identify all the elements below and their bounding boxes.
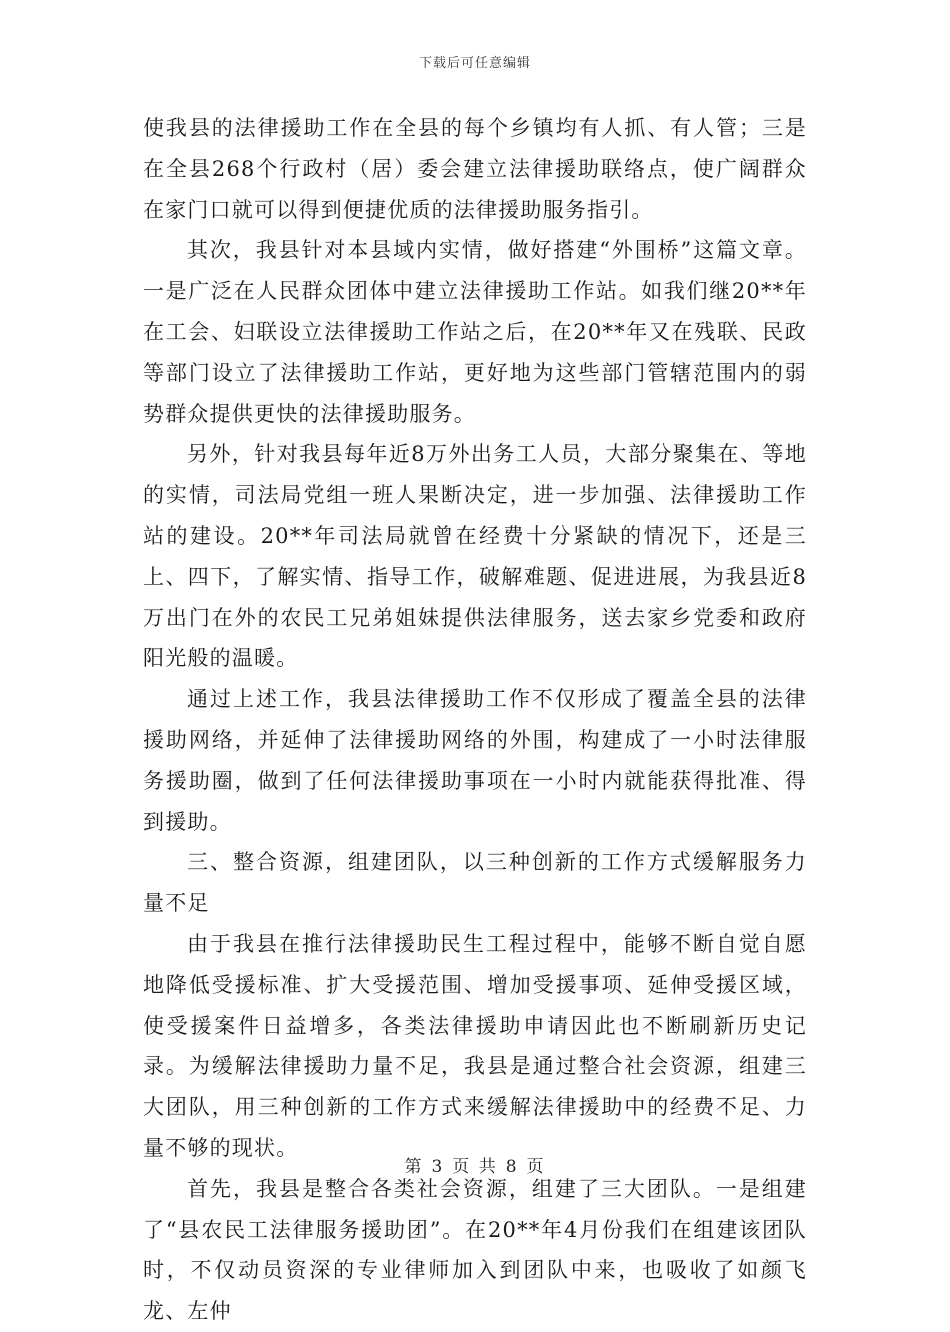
page-header: 下载后可任意编辑 xyxy=(418,56,531,71)
paragraph: 其次，我县针对本县域内实情，做好搭建“外围桥”这篇文章。一是广泛在人民群众团体中建立法律援助工作站。如我们继20**年在工会、妇联设立法律援助工作站之后，在20**年又在残联、民政等部门设立了法律援助工作站，更好地为这些部门管辖范围内的弱势群众提供更快的法律援助服务。 xyxy=(143,238,807,426)
section-heading: 三、整合资源，组建团队，以三种创新的工作方式缓解服务力量不足 xyxy=(143,850,807,916)
document-body xyxy=(143,108,807,1332)
page-number-total: 8 xyxy=(505,1157,519,1177)
page-number-current: 3 xyxy=(431,1157,445,1177)
page-number-middle: 页 共 xyxy=(452,1157,498,1177)
paragraph: 另外，针对我县每年近8万外出务工人员，大部分聚集在、等地的实情，司法局党组一班人果断决定，进一步加强、法律援助工作站的建设。20**年司法局就曾在经费十分紧缺的情况下，还是三上、四下，了解实情、指导工作，破解难题、促进进展，为我县近8万出门在外的农民工兄弟姐妹提供法律服务，送去家乡党委和政府阳光般的温暖。 xyxy=(143,442,807,671)
paragraph: 由于我县在推行法律援助民生工程过程中，能够不断自觉自愿地降低受援标准、扩大受援范围、增加受援事项、延伸受援区域，使受援案件日益增多，各类法律援助申请因此也不断刷新历史记录。为缓解法律援助力量不足，我县是通过整合社会资源，组建三大团队，用三种创新的工作方式来缓解法律援助中的经费不足、力量不够的现状。 xyxy=(143,931,807,1160)
page-number xyxy=(0,1152,950,1177)
paragraph: 通过上述工作，我县法律援助工作不仅形成了覆盖全县的法律援助网络，并延伸了法律援助网络的外围，构建成了一小时法律服务援助圈，做到了任何法律援助事项在一小时内就能获得批准、得到援助。 xyxy=(143,687,807,834)
page-number-suffix: 页 xyxy=(526,1157,546,1177)
paragraph: 首先，我县是整合各类社会资源，组建了三大团队。一是组建了“县农民工法律服务援助团”。在20**年4月份我们在组建该团队时，不仅动员资深的专业律师加入到团队中来，也吸收了如颜飞龙、左仲 xyxy=(143,1176,807,1324)
paragraph: 使我县的法律援助工作在全县的每个乡镇均有人抓、有人管；三是在全县268个行政村（居）委会建立法律援助联络点，使广阔群众在家门口就可以得到便捷优质的法律援助服务指引。 xyxy=(143,116,807,222)
page-number-prefix: 第 xyxy=(404,1157,424,1177)
